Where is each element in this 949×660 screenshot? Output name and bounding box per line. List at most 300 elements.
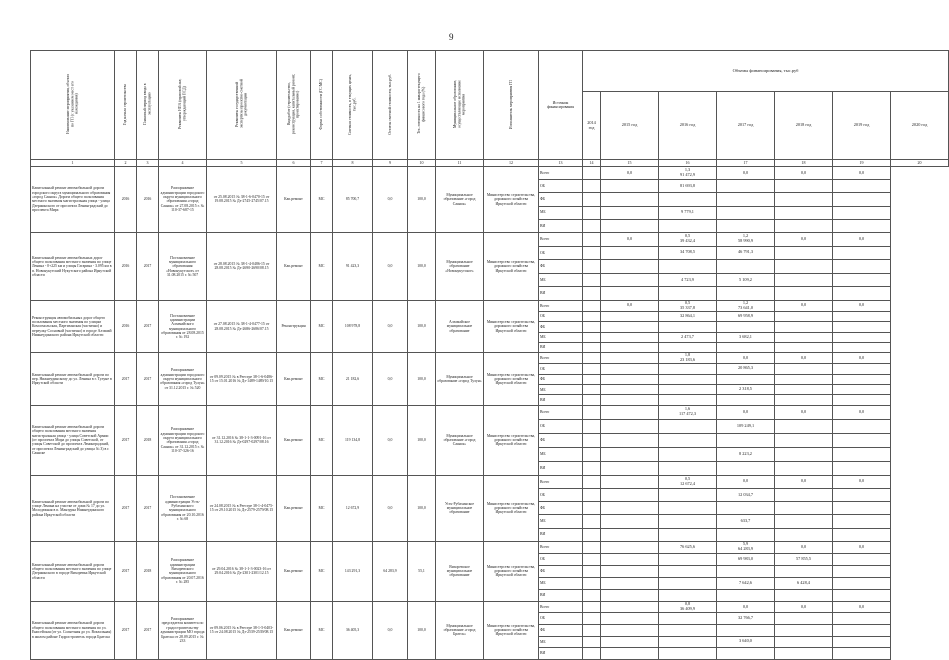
cell-value	[601, 332, 659, 342]
cell-amount: 12 672,4	[679, 480, 696, 486]
cell-value: 2 473,7	[659, 332, 717, 342]
cell-source: ФБ	[539, 502, 583, 515]
cell-source: ОБ	[539, 311, 583, 321]
cell-end: 2016	[137, 167, 159, 233]
column-number: 19	[833, 160, 891, 167]
cell-value	[601, 180, 659, 193]
table-row	[31, 300, 949, 311]
cell-expert: от 27.08.2015 № 38-1-4-0477-15 от 28.08.2015 № Дз-2686-2686/07.15	[207, 300, 277, 352]
cell-value	[833, 419, 891, 433]
cell-2014	[583, 342, 601, 352]
cell-amount: 0,0	[858, 354, 865, 360]
cell-rest: 0,0	[373, 475, 408, 541]
cell-value	[659, 613, 717, 625]
cell-2014	[583, 648, 601, 660]
cell-value	[717, 353, 775, 364]
cell-2014	[583, 332, 601, 342]
cell-own: МС	[311, 475, 333, 541]
header-col2: Год начала строительства	[115, 51, 137, 160]
cell-value	[601, 364, 659, 374]
cell-value	[601, 601, 659, 613]
cell-value	[775, 515, 833, 528]
cell-value	[659, 636, 717, 648]
cell-value	[659, 374, 717, 384]
cell-2014	[583, 601, 601, 613]
cell-value	[659, 447, 717, 461]
cell-cost: 143 291,3	[333, 541, 373, 601]
cell-npa: Постановление муниципального образования «Новонукутское» от 31.08.2015 г. № 507	[159, 232, 207, 300]
column-number: 18	[775, 160, 833, 167]
cell-value	[601, 246, 659, 260]
cell-source: МБ	[539, 206, 583, 219]
cell-cost: 12 672,9	[333, 475, 373, 541]
cell-value: 3 640,0	[717, 636, 775, 648]
cell-value	[833, 488, 891, 501]
column-number: 9	[373, 160, 408, 167]
cell-value	[717, 260, 775, 274]
cell-value	[717, 287, 775, 301]
cell-value: 69 958,9	[717, 311, 775, 321]
cell-npa: Постановление администрации Усть-Рубахинского муниципального образования от 20.10.2016 г. № 68	[159, 475, 207, 541]
cell-value	[833, 553, 891, 565]
cell-2014	[583, 433, 601, 447]
cell-2014	[583, 405, 601, 419]
cell-value	[833, 246, 891, 260]
header-col10: Тех. готовность на 1 января текущего финансового года (%)	[408, 51, 436, 160]
cell-value	[601, 273, 659, 287]
cell-ready: 100,0	[408, 232, 436, 300]
cell-name: Капитальный ремонт автомобильной дороги по улице Ленина на участке от дома № 17 до ул. Молодежная в п. Манзурка Нижнеудинского района Иркутской области	[31, 475, 115, 541]
cell-value	[775, 180, 833, 193]
cell-value	[601, 488, 659, 501]
cell-end: 2017	[137, 232, 159, 300]
cell-expert: от 25.08.2015 № 38-1-6-0470-15 от 19.08.2015 № Дз-2745-2745/07.15	[207, 167, 277, 233]
cell-amount: 0,0	[626, 235, 633, 241]
cell-mo: Муниципальное образование «город Братск»	[436, 601, 484, 659]
header-col1: Наименование мероприятия, объекта по ГП (с указанием мест его нахождения)	[31, 51, 115, 160]
cell-value	[775, 648, 833, 660]
cell-source: МБ	[539, 447, 583, 461]
column-number: 11	[436, 160, 484, 167]
header-funding: Объемы финансирования, тыс.руб	[583, 51, 949, 92]
table-row	[31, 353, 949, 364]
cell-2014	[583, 553, 601, 565]
cell-value	[659, 553, 717, 565]
cell-source: ОБ	[539, 613, 583, 625]
cell-source: ВИ	[539, 648, 583, 660]
cell-value	[833, 364, 891, 374]
header-col11: Муниципальное образование, осуществляющее исполнение мероприятия	[436, 51, 484, 160]
cell-value	[833, 193, 891, 206]
cell-name: Капитальный ремонт автомобильных дорог общего пользования местного значения по улице Ленина - 0+225 км и улицы Гагарина - 3.095 км в п. Новонукутский Нукутского района Иркутской области	[31, 232, 115, 300]
cell-value	[601, 461, 659, 475]
cell-2014	[583, 273, 601, 287]
cell-value	[601, 385, 659, 395]
cell-value	[833, 565, 891, 577]
cell-exec: Министерство строительства, дорожного хозяйства Иркутской области	[484, 300, 539, 352]
cell-value	[833, 589, 891, 601]
cell-value	[775, 219, 833, 232]
cell-expert: от 31.12.2016 № 38-1-1-3-0091-16 от 31.12.2016 № Дз-0297-0297/08.16	[207, 405, 277, 475]
cell-value	[601, 260, 659, 274]
cell-value: 9 779,1	[659, 206, 717, 219]
cell-value	[659, 577, 717, 589]
cell-value: 34 708,5	[659, 246, 717, 260]
cell-2014	[583, 447, 601, 461]
cell-amount: 0,0	[742, 603, 749, 609]
column-number: 17	[717, 160, 775, 167]
cell-value	[659, 565, 717, 577]
cell-end: 2018	[137, 405, 159, 475]
cell-value	[659, 433, 717, 447]
cell-value	[775, 613, 833, 625]
cell-value: 12 034,7	[717, 488, 775, 501]
cell-source: ВИ	[539, 461, 583, 475]
cell-exec: Министерство строительства, дорожного хозяйства Иркутской области	[484, 167, 539, 233]
cell-start: 2017	[115, 405, 137, 475]
cell-amount: 0,0	[858, 169, 865, 175]
header-year: 2018 год	[775, 92, 833, 160]
cell-2014	[583, 193, 601, 206]
column-number: 7	[311, 160, 333, 167]
cell-2014	[583, 353, 601, 364]
cell-source: Всего	[539, 300, 583, 311]
cell-2014	[583, 232, 601, 246]
cell-2014	[583, 589, 601, 601]
cell-amount: 35 337,8	[679, 304, 696, 310]
cell-2014	[583, 206, 601, 219]
cell-name: Капитальный ремонт автомобильной дороги городского округа муниципального образования «город Саянск» Дороги общего пользования местного значения магистральная улица - улица Дзержинского от проспекта Ленинградский до проспекта Мира	[31, 167, 115, 233]
cell-value	[601, 167, 659, 180]
cell-2014	[583, 613, 601, 625]
cell-mo: Вихоревское муниципальное образование	[436, 541, 484, 601]
column-number: 1	[31, 160, 115, 167]
cell-value	[833, 287, 891, 301]
cell-amount: 0,0	[742, 354, 749, 360]
cell-ready: 100,0	[408, 300, 436, 352]
cell-value	[601, 419, 659, 433]
cell-amount: 64 283,9	[737, 546, 754, 552]
cell-value	[717, 589, 775, 601]
cell-amount: 0,0	[742, 478, 749, 484]
cell-value	[833, 206, 891, 219]
cell-work: Кап.ремонт	[277, 405, 311, 475]
cell-value	[775, 385, 833, 395]
cell-start: 2016	[115, 167, 137, 233]
cell-value: 8 223,2	[717, 447, 775, 461]
cell-value	[717, 541, 775, 553]
cell-npa: Распоряжение администрации городского округа муниципального образования «город Саянск» от 31.12.2015 г. № 110-37-326-16	[159, 405, 207, 475]
cell-value: 46 791,3	[717, 246, 775, 260]
cell-value	[775, 502, 833, 515]
cell-value	[601, 342, 659, 352]
cell-value	[775, 300, 833, 311]
cell-rest: 64 283,9	[373, 541, 408, 601]
cell-value	[775, 311, 833, 321]
cell-value	[659, 589, 717, 601]
cell-value	[775, 601, 833, 613]
cell-value	[833, 395, 891, 405]
cell-value	[601, 405, 659, 419]
cell-2014	[583, 515, 601, 528]
column-number: 15	[601, 160, 659, 167]
cell-value	[833, 461, 891, 475]
cell-value	[775, 374, 833, 384]
cell-amount: 0,0	[800, 543, 807, 549]
cell-amount: 0,0	[858, 543, 865, 549]
cell-value	[717, 167, 775, 180]
cell-source: Всего	[539, 475, 583, 488]
column-number: 8	[333, 160, 373, 167]
cell-source: ВИ	[539, 342, 583, 352]
cell-own: МС	[311, 353, 333, 405]
cell-cost: 108 978,8	[333, 300, 373, 352]
cell-percent: 0,5	[684, 233, 691, 239]
cell-value	[659, 322, 717, 332]
cell-value	[601, 613, 659, 625]
cell-value: 3 682,1	[717, 332, 775, 342]
cell-value	[601, 589, 659, 601]
header-col4: Реквизиты НПА (правовой акт, утверждающий ПСД)	[159, 51, 207, 160]
cell-2014	[583, 219, 601, 232]
cell-source: ОБ	[539, 419, 583, 433]
cell-name: Капитальный ремонт автомобильной дороги общего пользования местного значения по улице Дзержинского в городе Вихоревка Иркутской области	[31, 541, 115, 601]
cell-2014	[583, 395, 601, 405]
cell-expert: от 24.08.2015 № в Реестре 38-1-4-0475-15 от 29.10.2015 № Дз-2579-2579/08.15	[207, 475, 277, 541]
cell-source: Всего	[539, 167, 583, 180]
table-row	[31, 541, 949, 553]
cell-end: 2017	[137, 475, 159, 541]
column-number: 4	[159, 160, 207, 167]
cell-value	[833, 180, 891, 193]
cell-source: ФБ	[539, 322, 583, 332]
cell-amount: 0,0	[626, 169, 633, 175]
column-numbers-row	[31, 160, 949, 167]
cell-percent: 0,5	[684, 475, 691, 481]
cell-value	[659, 541, 717, 553]
cell-source: МБ	[539, 577, 583, 589]
column-number: 6	[277, 160, 311, 167]
cell-source: ОБ	[539, 488, 583, 501]
cell-value: 7 642,6	[717, 577, 775, 589]
cell-value	[601, 287, 659, 301]
cell-source: Всего	[539, 541, 583, 553]
cell-value	[659, 287, 717, 301]
cell-value	[659, 167, 717, 180]
cell-value	[775, 273, 833, 287]
cell-rest: 0,0	[373, 405, 408, 475]
cell-name: Капитальный ремонт автомобильной дороги по пер. Нижнеудинскому до ул. Ленина в г. Тулуне в Иркутской области	[31, 353, 115, 405]
header-col3: Плановый период ввода в эксплуатацию	[137, 51, 159, 160]
cell-name: Реконструкция автомобильных дорог общего пользования местного значения по улицам Комсомольская, Партизанская (частично) и переулку Сосновый (частично) в городе Алзамай Нижнеудинского района Иркутской области	[31, 300, 115, 352]
cell-value	[659, 364, 717, 374]
cell-value: 20 865,3	[717, 364, 775, 374]
cell-work: Кап.ремонт	[277, 167, 311, 233]
cell-amount: 0,0	[742, 169, 749, 175]
cell-source: ФБ	[539, 260, 583, 274]
cell-2014	[583, 528, 601, 541]
cell-value	[717, 322, 775, 332]
cell-source: ВИ	[539, 219, 583, 232]
cell-2014	[583, 475, 601, 488]
cell-value	[717, 206, 775, 219]
cell-value	[717, 648, 775, 660]
cell-value	[833, 232, 891, 246]
cell-value	[601, 528, 659, 541]
cell-value: 81 693,8	[659, 180, 717, 193]
cell-percent: 5,9	[742, 541, 749, 547]
program-table-wrapper	[30, 50, 928, 660]
cell-value	[659, 488, 717, 501]
cell-value	[601, 353, 659, 364]
cell-start: 2017	[115, 353, 137, 405]
cell-end: 2017	[137, 353, 159, 405]
cell-2014	[583, 488, 601, 501]
cell-value	[717, 395, 775, 405]
cell-value	[601, 311, 659, 321]
cell-amount: 73 641,0	[737, 304, 754, 310]
cell-2014	[583, 246, 601, 260]
cell-value	[659, 419, 717, 433]
cell-2014	[583, 260, 601, 274]
column-number: 13	[539, 160, 583, 167]
cell-expert: от 09.09.2015 № в Реестре 38-1-6-0486-15 от 15.01.2016 № Дз-1489-1489/10.15	[207, 353, 277, 405]
header-col12: Исполнитель мероприятия ГП	[484, 51, 539, 160]
cell-source: ОБ	[539, 180, 583, 193]
cell-value	[717, 565, 775, 577]
cell-cost: 21 182,6	[333, 353, 373, 405]
cell-expert: от 09.06.2015 № в Реестре 38-1-5-0403-15 от 24.08.2015 № Дз-2539-2539/08.15	[207, 601, 277, 659]
cell-value	[659, 461, 717, 475]
header-col8: Сметная стоимость, в текущих ценах, тыс.руб.	[333, 51, 373, 160]
cell-value	[775, 636, 833, 648]
cell-amount: 0,0	[800, 169, 807, 175]
cell-amount: 39 432,4	[679, 238, 696, 244]
cell-end: 2017	[137, 601, 159, 659]
cell-npa: Распоряжение администрации городского округа муниципального образования «город Саянск» от 27.08.2015 г. № 110-37-687-15	[159, 167, 207, 233]
column-number: 12	[484, 160, 539, 167]
cell-source: Всего	[539, 601, 583, 613]
cell-own: МС	[311, 541, 333, 601]
cell-rest: 0,0	[373, 232, 408, 300]
cell-mo: Муниципальное образование «город Тулун»	[436, 353, 484, 405]
cell-value	[601, 541, 659, 553]
cell-source: МБ	[539, 636, 583, 648]
cell-value	[833, 385, 891, 395]
cell-source: ФБ	[539, 193, 583, 206]
cell-value	[601, 577, 659, 589]
cell-value	[775, 287, 833, 301]
cell-start: 2016	[115, 300, 137, 352]
cell-cost: 85 700,7	[333, 167, 373, 233]
cell-percent: 0,5	[684, 299, 691, 305]
cell-percent: 1,8	[684, 352, 691, 358]
cell-value	[833, 353, 891, 364]
cell-value	[775, 395, 833, 405]
cell-value	[717, 475, 775, 488]
cell-amount: 36 409,9	[679, 606, 696, 612]
cell-value	[601, 636, 659, 648]
cell-value	[775, 206, 833, 219]
cell-rest: 0,0	[373, 601, 408, 659]
cell-work: Реконструкция	[277, 300, 311, 352]
cell-source: ВИ	[539, 395, 583, 405]
column-number: 3	[137, 160, 159, 167]
cell-value	[717, 232, 775, 246]
cell-value: 5 109,2	[717, 273, 775, 287]
cell-value: 32 864,1	[659, 311, 717, 321]
cell-2014	[583, 565, 601, 577]
cell-own: МС	[311, 232, 333, 300]
cell-percent: 1,2	[742, 299, 749, 305]
cell-value	[717, 300, 775, 311]
cell-npa: Распоряжение администрации городского округа муниципального образования «город Тулун» от 31.12.2015 г. № 520	[159, 353, 207, 405]
cell-value	[775, 419, 833, 433]
cell-2014	[583, 374, 601, 384]
cell-exec: Министерство строительства, дорожного хозяйства Иркутской области	[484, 541, 539, 601]
cell-expert: от 28.08.2015 № 38-1-4-0486-15 от 28.08.2015 № Дз-2690-2690/08.15	[207, 232, 277, 300]
cell-amount: 0,0	[800, 235, 807, 241]
cell-amount: 0,0	[742, 408, 749, 414]
header-col9: Остаток сметной стоимости, тыс.руб.	[373, 51, 408, 160]
table-row	[31, 232, 949, 246]
cell-value	[601, 553, 659, 565]
header-year: 2014 год	[583, 92, 601, 160]
cell-end: 2018	[137, 541, 159, 601]
cell-npa: Распоряжение председателя комитета по градостроительству администрации МО города Братска от 28.09.2015 г. № 233	[159, 601, 207, 659]
cell-start: 2017	[115, 601, 137, 659]
cell-2014	[583, 636, 601, 648]
cell-2014	[583, 419, 601, 433]
cell-value	[775, 332, 833, 342]
cell-mo: Усть-Рубахинское муниципальное образование	[436, 475, 484, 541]
column-number: 2	[115, 160, 137, 167]
cell-2014	[583, 624, 601, 636]
cell-own: МС	[311, 601, 333, 659]
cell-value	[717, 342, 775, 352]
column-number: 20	[891, 160, 949, 167]
cell-value	[775, 353, 833, 364]
cell-exec: Министерство строительства, дорожного хозяйства Иркутской области	[484, 353, 539, 405]
cell-value	[601, 515, 659, 528]
cell-value	[659, 395, 717, 405]
cell-2014	[583, 461, 601, 475]
header-col7: Форма собственности (ГС/МС)	[311, 51, 333, 160]
cell-value	[775, 232, 833, 246]
cell-value	[833, 219, 891, 232]
cell-value	[833, 342, 891, 352]
cell-exec: Министерство строительства, дорожного хозяйства Иркутской области	[484, 232, 539, 300]
cell-amount: 0,0	[800, 478, 807, 484]
cell-cost: 119 134,8	[333, 405, 373, 475]
cell-value	[601, 374, 659, 384]
cell-amount: 58 990,9	[737, 238, 754, 244]
cell-own: МС	[311, 405, 333, 475]
cell-2014	[583, 385, 601, 395]
cell-work: Кап.ремонт	[277, 232, 311, 300]
cell-name: Капитальный ремонт автомобильной дороги общего пользования местного значения по ул. Енисейская (от ул. Солнечная до ул. Вокзальная) в жилом районе Гидростроитель города Братска	[31, 601, 115, 659]
cell-value	[659, 385, 717, 395]
cell-value	[833, 475, 891, 488]
cell-2014	[583, 577, 601, 589]
cell-value	[659, 232, 717, 246]
cell-value	[659, 300, 717, 311]
cell-amount: 76 625,6	[679, 543, 696, 549]
cell-ready: 100,0	[408, 601, 436, 659]
table-row	[31, 475, 949, 488]
cell-start: 2017	[115, 541, 137, 601]
cell-value	[833, 648, 891, 660]
